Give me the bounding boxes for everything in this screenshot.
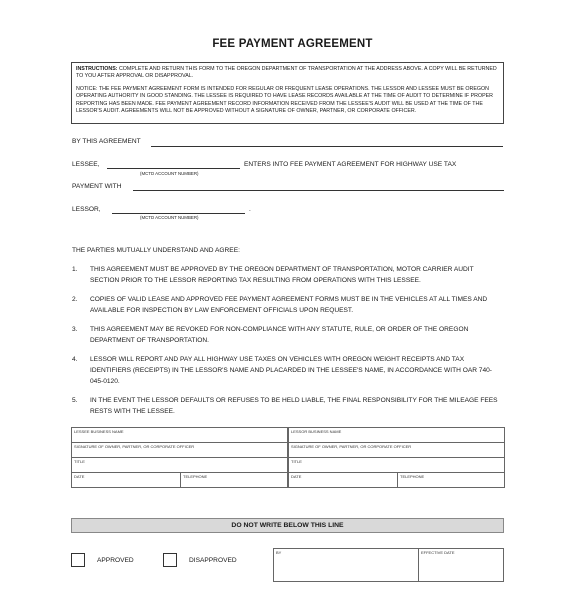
lessee-title-field[interactable] <box>72 458 287 473</box>
term-text: LESSOR WILL REPORT AND PAY ALL HIGHWAY USE TAXES ON VEHICLES WITH OREGON WEIGHT RECEIPTS AND TAX IDENTIFIERS (RECEIPTS) IN THE LESSOR'S NAME AND PLACARDED IN THE LESSEE'S NAME, IN ACCORDANCE WITH OAR 740-045-0120. <box>90 356 493 385</box>
lessee-account-caption: (MCTD ACCOUNT NUMBER) <box>140 171 199 176</box>
lessor-suffix: . <box>249 206 251 213</box>
lessee-business-name-label: LESSEE BUSINESS NAME <box>74 429 124 434</box>
term-item <box>72 265 504 287</box>
lessee-account-field[interactable] <box>107 168 240 169</box>
lessee-business-name-field[interactable] <box>72 428 287 443</box>
divider <box>397 473 398 487</box>
terms-section <box>72 246 504 427</box>
payment-with-label: PAYMENT WITH <box>72 183 122 190</box>
lessee-suffix: ENTERS INTO FEE PAYMENT AGREEMENT FOR HIGHWAY USE TAX <box>244 161 457 168</box>
lessor-title-label: TITLE <box>291 459 302 464</box>
term-text: THIS AGREEMENT MUST BE APPROVED BY THE OREGON DEPARTMENT OF TRANSPORTATION, MOTOR CARRIER AUDIT SECTION PRIOR TO THE LESSOR REPORTING TAX RESULTING FROM OPERATIONS WITH THIS LESSEE. <box>90 265 474 284</box>
instructions-heading: INSTRUCTIONS: <box>76 66 118 72</box>
term-number: 1. <box>72 265 78 273</box>
lessor-date-phone-row[interactable] <box>289 473 504 487</box>
lessor-signature-label: SIGNATURE OF OWNER, PARTNER, OR CORPORATE OFFICER <box>291 444 412 449</box>
terms-intro: THE PARTIES MUTUALLY UNDERSTAND AND AGREE: <box>72 247 240 254</box>
disapproved-checkbox[interactable] <box>163 553 177 567</box>
office-use-banner: DO NOT WRITE BELOW THIS LINE <box>71 518 504 533</box>
term-number: 3. <box>72 326 78 334</box>
lessee-telephone-label: TELEPHONE <box>183 474 208 479</box>
by-label: BY <box>276 550 282 555</box>
divider <box>418 549 419 581</box>
term-item <box>72 325 504 347</box>
term-number: 5. <box>72 397 78 405</box>
disapproved-label: DISAPPROVED <box>189 557 237 564</box>
lessee-signature-block <box>71 427 288 488</box>
term-number: 4. <box>72 356 78 364</box>
lessee-date-phone-row[interactable] <box>72 473 287 487</box>
lessor-account-field[interactable] <box>112 213 245 214</box>
term-item <box>72 355 504 387</box>
payment-with-field[interactable] <box>133 190 504 191</box>
lessee-date-label: DATE <box>74 474 85 479</box>
instructions-text: COMPLETE AND RETURN THIS FORM TO THE OREGON DEPARTMENT OF TRANSPORTATION AT THE ADDRESS ABOVE. A COPY WILL BE RETURNED TO YOU AFTER APPROVAL OR DISAPPROVAL. <box>76 66 497 80</box>
term-item <box>72 295 504 317</box>
effective-date-label: EFFECTIVE DATE <box>421 550 455 555</box>
term-text: COPIES OF VALID LEASE AND APPROVED FEE PAYMENT AGREEMENT FORMS MUST BE IN THE VEHICLES AT ALL TIMES AND AVAILABLE FOR INSPECTION BY LAW ENFORCEMENT OFFICIALS UPON REQUEST. <box>90 295 488 314</box>
instructions-box <box>71 62 504 124</box>
by-agreement-label: BY THIS AGREEMENT <box>72 138 141 145</box>
office-approval-box <box>273 548 504 582</box>
lessor-account-caption: (MCTD ACCOUNT NUMBER) <box>140 215 199 220</box>
lessor-signature-field[interactable] <box>289 443 504 458</box>
approved-label: APPROVED <box>97 557 134 564</box>
lessor-label: LESSOR, <box>72 206 101 213</box>
divider <box>180 473 181 487</box>
term-item <box>72 396 504 418</box>
term-text: THIS AGREEMENT MAY BE REVOKED FOR NON-COMPLIANCE WITH ANY STATUTE, RULE, OR ORDER OF THE OREGON DEPARTMENT OF TRANSPORTATION. <box>90 326 469 344</box>
term-number: 2. <box>72 295 78 303</box>
lessor-business-name-field[interactable] <box>289 428 504 443</box>
lessee-label: LESSEE, <box>72 161 100 168</box>
lessor-telephone-label: TELEPHONE <box>400 474 425 479</box>
lessor-business-name-label: LESSOR BUSINESS NAME <box>291 429 342 434</box>
lessor-signature-block <box>288 427 505 488</box>
lessor-date-label: DATE <box>291 474 302 479</box>
lessee-signature-label: SIGNATURE OF OWNER, PARTNER, OR CORPORATE OFFICER <box>74 444 195 449</box>
lessee-title-label: TITLE <box>74 459 85 464</box>
term-text: IN THE EVENT THE LESSOR DEFAULTS OR REFUSES TO BE HELD LIABLE, THE FINAL RESPONSIBILITY FOR THE MILEAGE FEES RESTS WITH THE LESSEE. <box>90 397 498 416</box>
lessor-title-field[interactable] <box>289 458 504 473</box>
lessee-signature-field[interactable] <box>72 443 287 458</box>
page-title: FEE PAYMENT AGREEMENT <box>212 38 373 50</box>
approved-checkbox[interactable] <box>71 553 85 567</box>
by-agreement-field[interactable] <box>151 146 503 147</box>
notice-text: NOTICE: THE FEE PAYMENT AGREEMENT FORM IS INTENDED FOR REGULAR OR FREQUENT LEASE OPERATIONS. THE LESSOR AND LESSEE MUST BE OREGON OPERATING AUTHORITY IN GOOD STANDING. THE LESSEE IS REQUIRED TO HAVE LEASE RECORDS AVAILABLE AT THE TIME OF AUDIT TO DETERMINE IF PROPER REPORTING HAS BEEN MADE. FEE PAYMENT AGREEMENT RECORD INFORMATION RECEIVED FROM THE LESSEE'S AUDIT WILL BE USED AT THE TIME OF THE LESSOR'S AUDIT. AGREEMENTS WILL NOT BE APPROVED WITHOUT A SIGNATURE OF OWNER, PARTNER, OR CORPORATE OFFICER. <box>76 85 493 115</box>
